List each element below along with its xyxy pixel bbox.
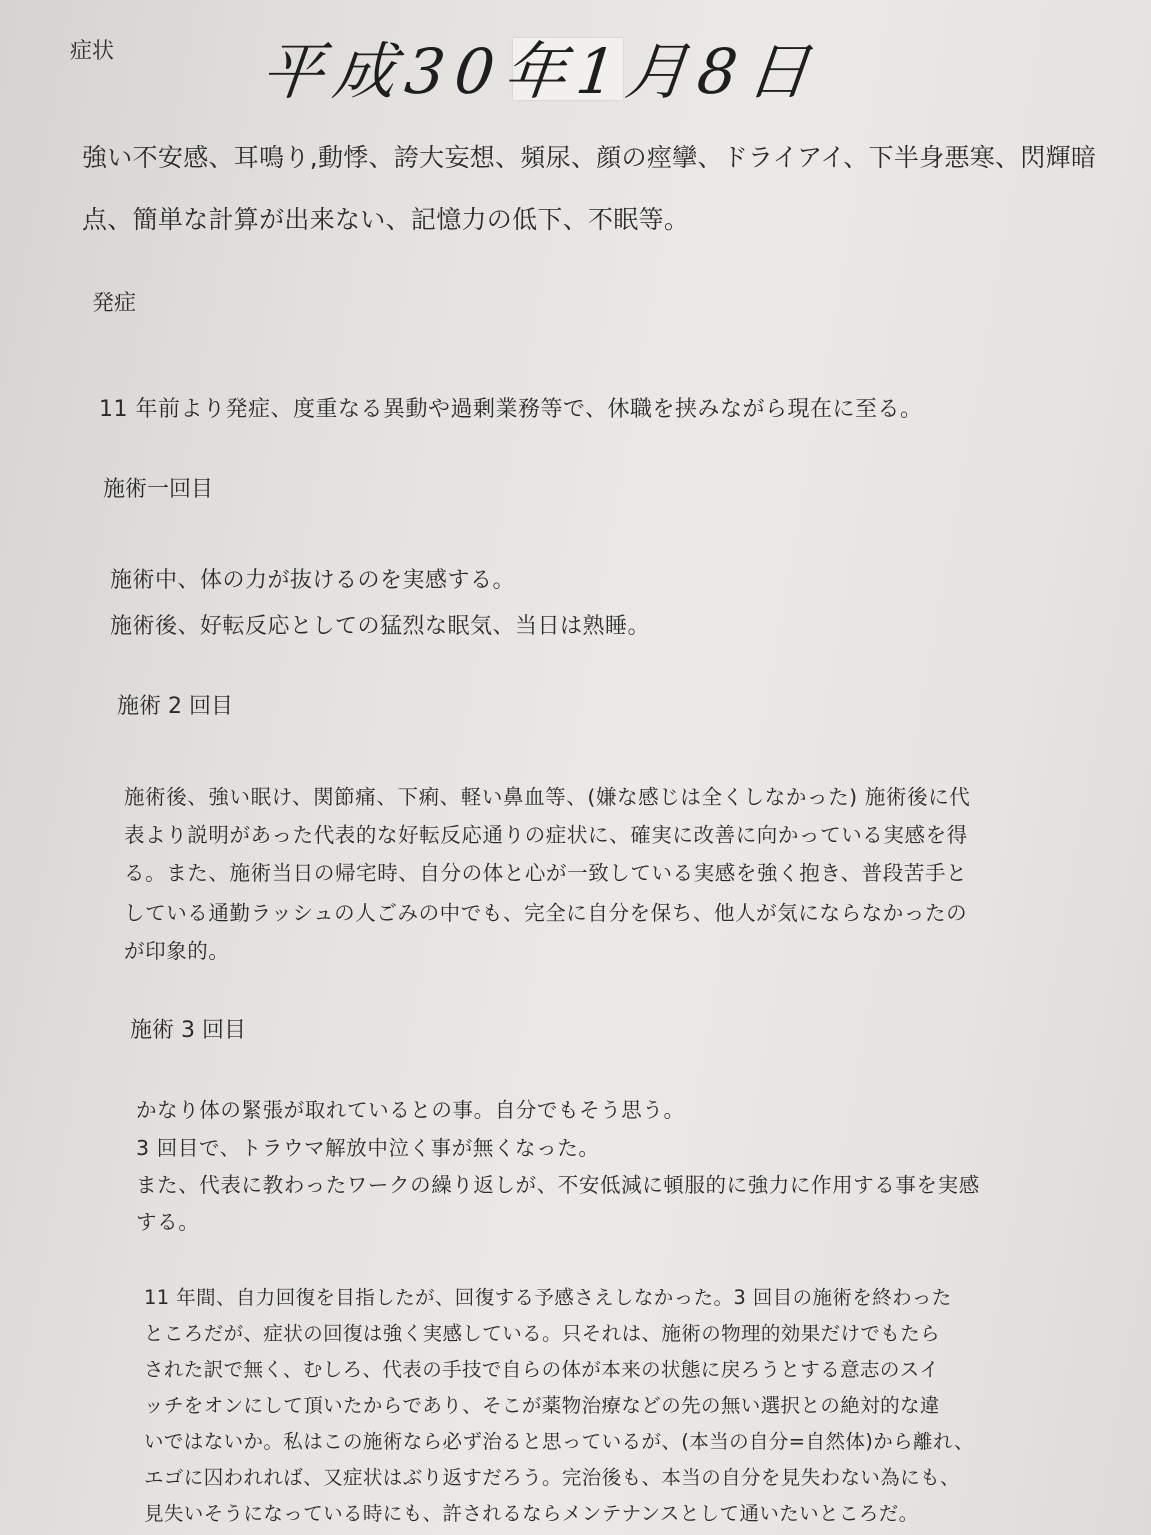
session1-heading: 施術一回目 xyxy=(103,477,214,502)
session3-heading: 施術 3 回目 xyxy=(130,1018,246,1043)
conclusion-line: いではないか。私はこの施術なら必ず治ると思っているが、(本当の自分=自然体)から離れ、 xyxy=(144,1430,974,1453)
conclusion-line: された訳で無く、むしろ、代表の手技で自らの体が本来の状態に戻ろうとする意志のスイ xyxy=(144,1358,940,1381)
session2-line: 表より説明があった代表的な好転反応通りの症状に、確実に改善に向かっている実感を得 xyxy=(124,823,968,847)
session3-line: 3 回目で、トラウマ解放中泣く事が無くなった。 xyxy=(136,1136,600,1160)
symptoms-line: 点、簡単な計算が出来ない、記憶力の低下、不眠等。 xyxy=(82,205,690,234)
onset-heading: 発症 xyxy=(92,291,137,316)
session2-line: している通勤ラッシュの人ごみの中でも、完全に自分を保ち、他人が気にならなかったの xyxy=(124,901,968,925)
session2-line: 施術後、強い眠け、関節痛、下痢、軽い鼻血等、(嫌な感じは全くしなかった) 施術後に代 xyxy=(124,785,971,809)
conclusion-line: 11 年間、自力回復を目指したが、回復する予感さえしなかった。3 回目の施術を終わった xyxy=(144,1286,952,1309)
session1-line: 施術後、好転反応としての猛烈な眠気、当日は熟睡。 xyxy=(110,614,651,639)
conclusion-line: ところだが、症状の回復は強く実感している。只それは、施術の物理的効果だけでもたら xyxy=(144,1322,941,1345)
conclusion-line: エゴに囚われれば、又症状はぶり返すだろう。完治後も、本当の自分を見失わない為にも、 xyxy=(144,1466,960,1489)
session3-line: かなり体の緊張が取れているとの事。自分でもそう思う。 xyxy=(136,1098,685,1122)
session1-line: 施術中、体の力が抜けるのを実感する。 xyxy=(110,568,516,593)
session2-heading: 施術 2 回目 xyxy=(117,694,233,719)
session3-line: また、代表に教わったワークの繰り返しが、不安低減に頓服的に強力に作用する事を実感 xyxy=(136,1173,980,1197)
session2-line: が印象的。 xyxy=(124,939,230,963)
symptoms-heading: 症状 xyxy=(70,39,115,64)
session3-line: する。 xyxy=(136,1210,200,1234)
handwritten-date: 平成30年1月8日 xyxy=(257,35,824,108)
conclusion-line: ッチをオンにして頂いたからであり、そこが薬物治療などの先の無い選択との絶対的な違 xyxy=(144,1394,940,1417)
onset-text: 11 年前より発症、度重なる異動や過剰業務等で、休職を挟みながら現在に至る。 xyxy=(99,397,923,422)
symptoms-line: 強い不安感、耳鳴り,動悸、誇大妄想、頻尿、顔の痙攣、ドライアイ、下半身悪寒、閃輝暗 xyxy=(82,143,1097,172)
session2-line: る。また、施術当日の帰宅時、自分の体と心が一致している実感を強く抱き、普段苦手と xyxy=(124,861,968,885)
conclusion-line: 見失いそうになっている時にも、許されるならメンテナンスとして通いたいところだ。 xyxy=(144,1502,919,1525)
